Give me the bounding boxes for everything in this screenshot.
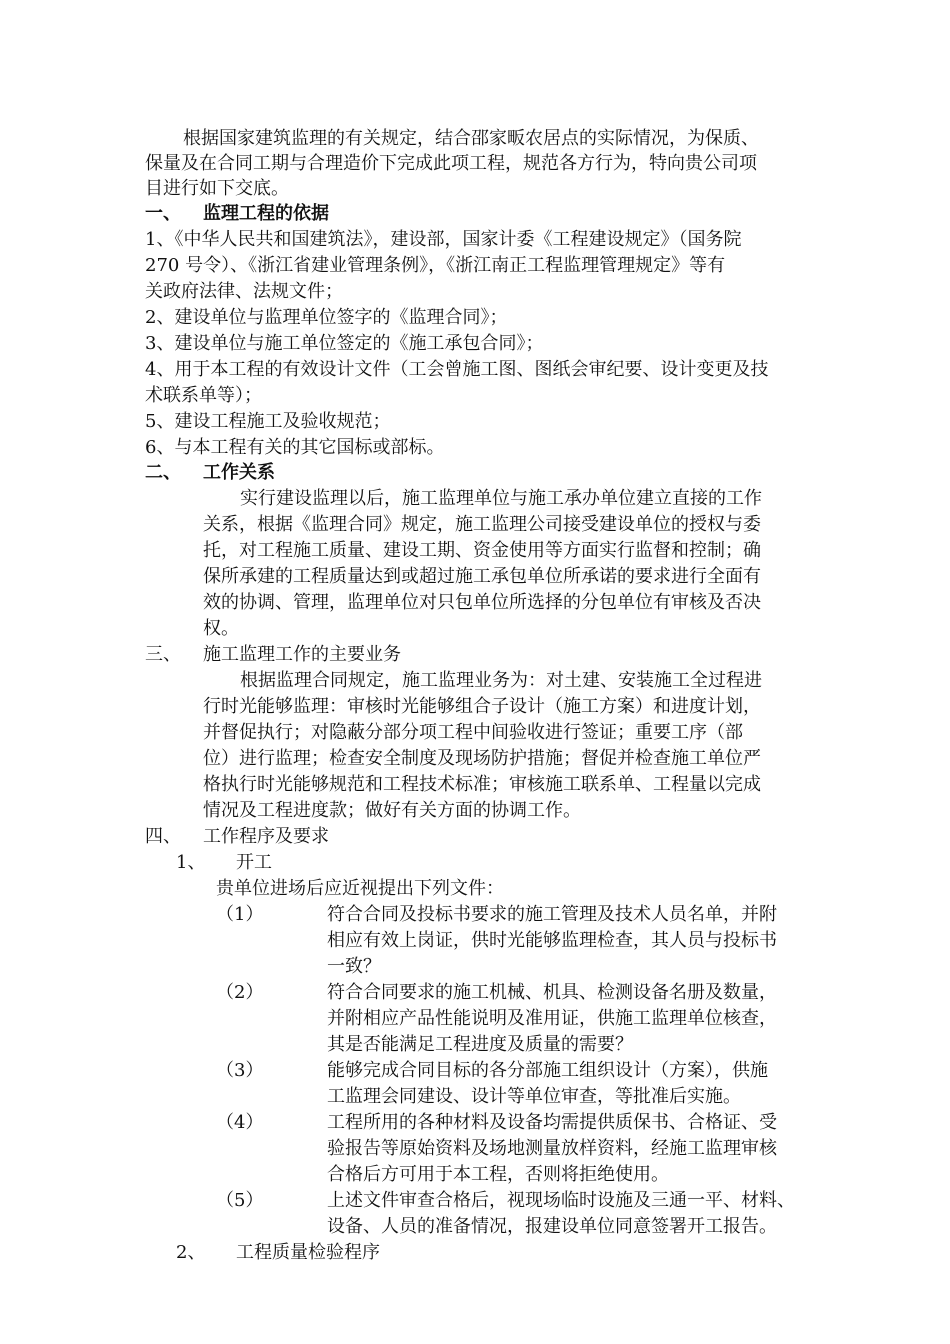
section-2-heading: 工作关系 [203, 462, 275, 483]
list-item-number: （1） [216, 904, 264, 925]
section-1-line: 270 号令）、《浙江省建业管理条例》，《浙江南正工程监理管理规定》等有 [145, 255, 726, 276]
list-item-line: 符合合同及投标书要求的施工管理及技术人员名单，并附 [327, 904, 777, 925]
list-item-line: 符合合同要求的施工机械、机具、检测设备名册及数量， [327, 982, 777, 1003]
section-2-line: 保所承建的工程质量达到或超过施工承包单位所承诺的要求进行全面有 [203, 566, 761, 587]
section-1-heading: 监理工程的依据 [203, 203, 329, 224]
section-4-number: 四、 [145, 826, 181, 847]
section-2-line: 实行建设监理以后，施工监理单位与施工承办单位建立直接的工作 [240, 488, 762, 509]
section-1-line: 术联系单等）； [145, 385, 262, 406]
list-item-line: 并附相应产品性能说明及准用证，供施工监理单位核查， [327, 1008, 777, 1029]
section-3-line: 情况及工程进度款；做好有关方面的协调工作。 [203, 800, 581, 821]
subsection-1-lead: 贵单位进场后应近视提出下列文件： [216, 878, 504, 899]
section-3-number: 三、 [145, 644, 181, 665]
subsection-2-number: 2、 [176, 1242, 206, 1263]
intro-line: 目进行如下交底。 [145, 178, 289, 199]
section-1-line: 1、《中华人民共和国建筑法》，建设部，国家计委《工程建设规定》（国务院 [145, 229, 742, 250]
subsection-2-heading: 工程质量检验程序 [236, 1242, 380, 1263]
list-item-line: 工监理会同建设、设计等单位审查，等批准后实施。 [327, 1086, 741, 1107]
section-3-line: 并督促执行；对隐蔽分部分项工程中间验收进行签证；重要工序（部 [203, 722, 743, 743]
section-4-heading: 工作程序及要求 [203, 826, 329, 847]
section-3-line: 格执行时光能够规范和工程技术标准；审核施工联系单、工程量以完成 [203, 774, 761, 795]
section-2-line: 托，对工程施工质量、建设工期、资金使用等方面实行监督和控制；确 [203, 540, 761, 561]
list-item-line: 设备、人员的准备情况，报建设单位同意签署开工报告。 [327, 1216, 777, 1237]
list-item-line: 相应有效上岗证，供时光能够监理检查，其人员与投标书 [327, 930, 777, 951]
section-1-line: 4、用于本工程的有效设计文件（工会曾施工图、图纸会审纪要、设计变更及技 [145, 359, 769, 380]
section-1-line: 关政府法律、法规文件； [145, 281, 343, 302]
list-item-line: 一致？ [327, 956, 381, 977]
section-3-line: 位）进行监理；检查安全制度及现场防护措施；督促并检查施工单位严 [203, 748, 761, 769]
list-item-line: 合格后方可用于本工程，否则将拒绝使用。 [327, 1164, 669, 1185]
list-item-number: （5） [216, 1190, 264, 1211]
subsection-1-heading: 开工 [236, 852, 272, 873]
list-item-line: 上述文件审查合格后，视现场临时设施及三通一平、材料、 [327, 1190, 795, 1211]
list-item-number: （2） [216, 982, 264, 1003]
section-2-line: 权。 [203, 618, 239, 639]
section-3-line: 行时光能够监理：审核时光能够组合子设计（施工方案）和进度计划， [203, 696, 761, 717]
section-1-line: 2、建设单位与监理单位签字的《监理合同》； [145, 307, 508, 328]
list-item-line: 其是否能满足工程进度及质量的需要？ [327, 1034, 633, 1055]
section-3-heading: 施工监理工作的主要业务 [203, 644, 401, 665]
section-1-line: 5、建设工程施工及验收规范； [145, 411, 391, 432]
section-1-line: 3、建设单位与施工单位签定的《施工承包合同》； [145, 333, 544, 354]
list-item-number: （4） [216, 1112, 264, 1133]
section-2-line: 关系，根据《监理合同》规定，施工监理公司接受建设单位的授权与委 [203, 514, 761, 535]
list-item-line: 工程所用的各种材料及设备均需提供质保书、合格证、受 [327, 1112, 777, 1133]
section-3-line: 根据监理合同规定，施工监理业务为：对土建、安装施工全过程进 [240, 670, 762, 691]
section-2-number: 二、 [145, 462, 181, 483]
list-item-number: （3） [216, 1060, 264, 1081]
intro-line: 根据国家建筑监理的有关规定，结合邵家畈农居点的实际情况，为保质、 [183, 128, 759, 149]
list-item-line: 能够完成合同目标的各分部施工组织设计（方案），供施 [327, 1060, 768, 1081]
list-item-line: 验报告等原始资料及场地测量放样资料，经施工监理审核 [327, 1138, 777, 1159]
subsection-1-number: 1、 [176, 852, 206, 873]
section-1-line: 6、与本工程有关的其它国标或部标。 [145, 437, 445, 458]
section-2-line: 效的协调、管理，监理单位对只包单位所选择的分包单位有审核及否决 [203, 592, 761, 613]
intro-line: 保量及在合同工期与合理造价下完成此项工程，规范各方行为，特向贵公司项 [145, 153, 757, 174]
section-1-number: 一、 [145, 203, 181, 224]
